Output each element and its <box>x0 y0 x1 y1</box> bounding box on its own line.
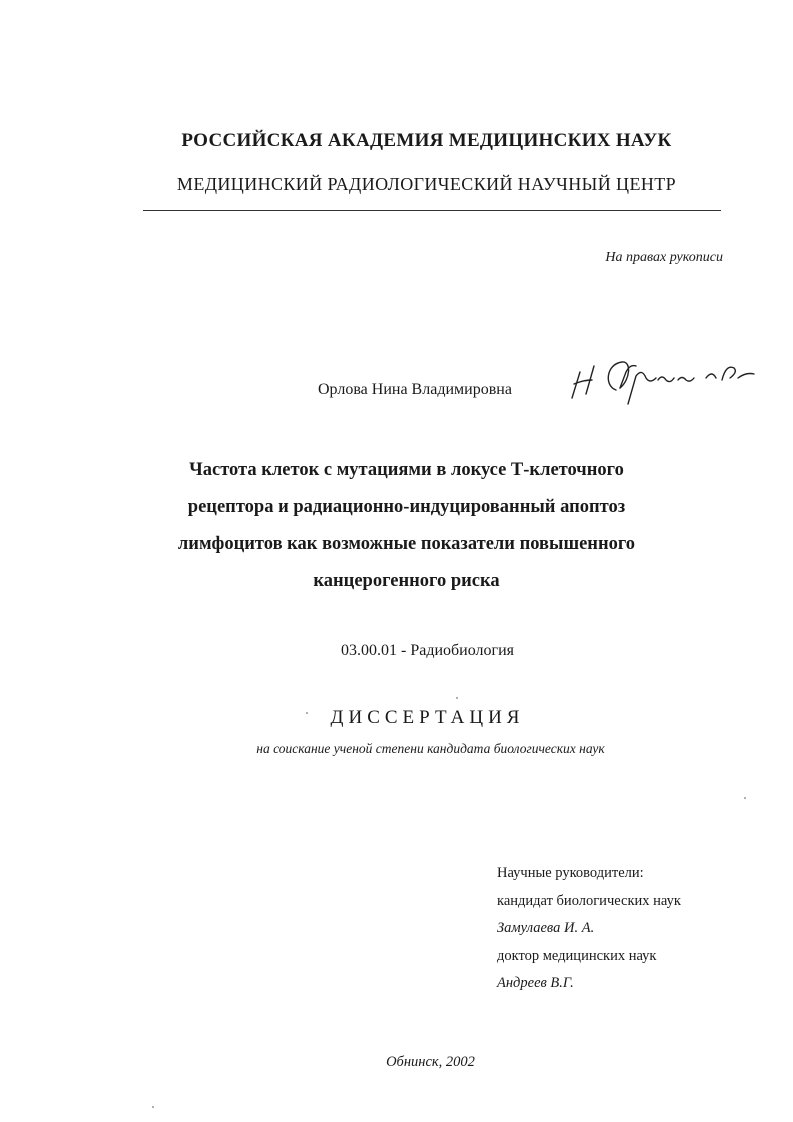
city-year: Обнинск, 2002 <box>386 1054 475 1070</box>
title-line: рецептора и радиационно-индуцированный апоптоз <box>187 497 626 517</box>
document-type: ДИССЕРТАЦИЯ <box>330 707 525 728</box>
scan-speck <box>744 797 746 799</box>
author-name: Орлова Нина Владимировна <box>318 381 512 398</box>
scan-speck <box>456 697 458 699</box>
supervisor-1-degree: кандидат биологических наук <box>497 892 681 909</box>
author-signature <box>566 350 766 410</box>
title-line: лимфоцитов как возможные показатели повышенного <box>177 534 636 554</box>
specialty-code: 03.00.01 - Радиобиология <box>341 642 514 659</box>
supervisors-block <box>497 860 681 998</box>
dissertation-title <box>120 452 693 600</box>
supervisor-1-name: Замулаева И. А. <box>497 920 595 936</box>
header-divider <box>143 210 721 211</box>
supervisors-heading: Научные руководители: <box>497 865 644 881</box>
scan-speck <box>306 712 308 714</box>
manuscript-rights-note: На правах рукописи <box>605 250 723 265</box>
supervisor-2-degree: доктор медицинских наук <box>497 947 657 964</box>
academy-name: РОССИЙСКАЯ АКАДЕМИЯ МЕДИЦИНСКИХ НАУК <box>181 130 672 151</box>
title-line: Частота клеток с мутациями в локусе Т-клеточного <box>189 460 624 480</box>
supervisor-2-name: Андреев В.Г. <box>497 975 574 991</box>
title-line: канцерогенного риска <box>313 571 500 591</box>
scan-speck <box>152 1106 154 1108</box>
degree-note: на соискание ученой степени кандидата биологических наук <box>256 741 605 756</box>
research-center-name: МЕДИЦИНСКИЙ РАДИОЛОГИЧЕСКИЙ НАУЧНЫЙ ЦЕНТР <box>176 174 677 194</box>
